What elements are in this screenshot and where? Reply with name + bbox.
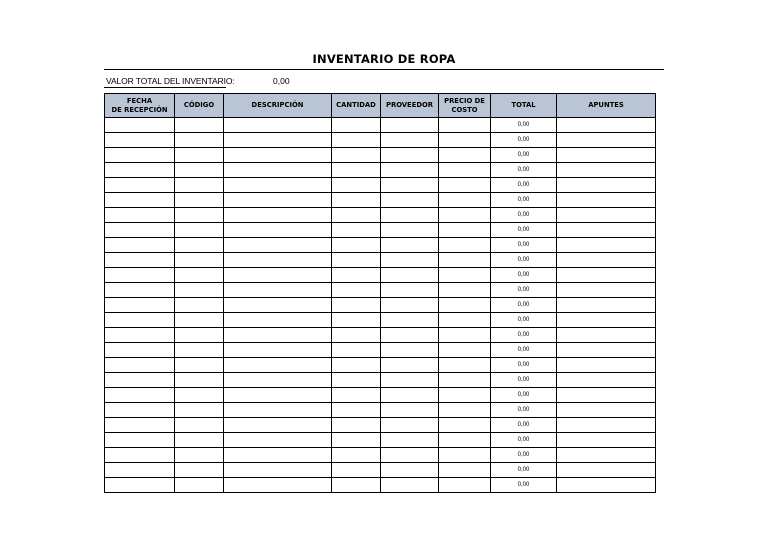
cell-cost-price[interactable] — [439, 343, 491, 358]
cell-cost-price[interactable] — [439, 238, 491, 253]
cell-reception-date[interactable] — [105, 343, 175, 358]
cell-code[interactable] — [175, 148, 224, 163]
cell-description[interactable] — [224, 373, 332, 388]
cell-notes[interactable] — [557, 478, 656, 493]
column-header-notes: APUNTES — [557, 94, 656, 118]
cell-reception-date[interactable] — [105, 478, 175, 493]
cell-notes[interactable] — [557, 433, 656, 448]
cell-description[interactable] — [224, 433, 332, 448]
cell-supplier[interactable] — [381, 253, 439, 268]
cell-notes[interactable] — [557, 448, 656, 463]
cell-supplier[interactable] — [381, 418, 439, 433]
cell-supplier[interactable] — [381, 163, 439, 178]
cell-quantity[interactable] — [332, 163, 381, 178]
table-row — [105, 208, 656, 223]
cell-supplier[interactable] — [381, 223, 439, 238]
table-row — [105, 193, 656, 208]
cell-description[interactable] — [224, 253, 332, 268]
cell-cost-price[interactable] — [439, 388, 491, 403]
cell-supplier[interactable] — [381, 388, 439, 403]
total-inventory-underline — [104, 87, 226, 88]
cell-code[interactable] — [175, 463, 224, 478]
table-row — [105, 163, 656, 178]
cell-cost-price[interactable] — [439, 358, 491, 373]
cell-quantity[interactable] — [332, 268, 381, 283]
column-header-code: CÓDIGO — [175, 94, 224, 118]
cell-supplier[interactable] — [381, 148, 439, 163]
cell-quantity[interactable] — [332, 253, 381, 268]
cell-code[interactable] — [175, 283, 224, 298]
cell-quantity[interactable] — [332, 358, 381, 373]
table-row — [105, 358, 656, 373]
cell-quantity[interactable] — [332, 418, 381, 433]
cell-quantity[interactable] — [332, 388, 381, 403]
cell-quantity[interactable] — [332, 313, 381, 328]
cell-description[interactable] — [224, 163, 332, 178]
cell-cost-price[interactable] — [439, 313, 491, 328]
cell-reception-date[interactable] — [105, 433, 175, 448]
cell-total[interactable]: 0,00 — [491, 283, 557, 298]
cell-reception-date[interactable] — [105, 403, 175, 418]
total-inventory-label: VALOR TOTAL DEL INVENTARIO: — [106, 76, 235, 86]
cell-quantity[interactable] — [332, 283, 381, 298]
cell-code[interactable] — [175, 253, 224, 268]
cell-notes[interactable] — [557, 343, 656, 358]
cell-total[interactable]: 0,00 — [491, 253, 557, 268]
cell-total[interactable]: 0,00 — [491, 313, 557, 328]
cell-code[interactable] — [175, 343, 224, 358]
total-inventory-value[interactable]: 0,00 — [273, 76, 290, 86]
cell-quantity[interactable] — [332, 373, 381, 388]
cell-code[interactable] — [175, 358, 224, 373]
cell-code[interactable] — [175, 268, 224, 283]
cell-supplier[interactable] — [381, 298, 439, 313]
cell-code[interactable] — [175, 433, 224, 448]
cell-description[interactable] — [224, 118, 332, 133]
column-header-quantity: CANTIDAD — [332, 94, 381, 118]
cell-description[interactable] — [224, 193, 332, 208]
cell-cost-price[interactable] — [439, 253, 491, 268]
inventory-table — [104, 93, 656, 493]
cell-total[interactable]: 0,00 — [491, 478, 557, 493]
cell-supplier[interactable] — [381, 268, 439, 283]
cell-cost-price[interactable] — [439, 163, 491, 178]
table-body — [105, 118, 656, 493]
cell-notes[interactable] — [557, 208, 656, 223]
cell-supplier[interactable] — [381, 208, 439, 223]
cell-cost-price[interactable] — [439, 193, 491, 208]
cell-description[interactable] — [224, 133, 332, 148]
cell-total[interactable]: 0,00 — [491, 208, 557, 223]
cell-total[interactable]: 0,00 — [491, 238, 557, 253]
cell-quantity[interactable] — [332, 433, 381, 448]
cell-total[interactable]: 0,00 — [491, 298, 557, 313]
cell-description[interactable] — [224, 208, 332, 223]
cell-code[interactable] — [175, 388, 224, 403]
cell-reception-date[interactable] — [105, 223, 175, 238]
cell-reception-date[interactable] — [105, 418, 175, 433]
table-row — [105, 418, 656, 433]
cell-notes[interactable] — [557, 268, 656, 283]
cell-notes[interactable] — [557, 388, 656, 403]
column-header-cost-price-line1: PRECIO DE — [444, 96, 485, 105]
cell-total[interactable]: 0,00 — [491, 193, 557, 208]
cell-cost-price[interactable] — [439, 478, 491, 493]
cell-reception-date[interactable] — [105, 253, 175, 268]
cell-quantity[interactable] — [332, 178, 381, 193]
cell-supplier[interactable] — [381, 448, 439, 463]
cell-notes[interactable] — [557, 238, 656, 253]
cell-cost-price[interactable] — [439, 463, 491, 478]
column-header-cost-price-line2: COSTO — [451, 105, 478, 114]
cell-cost-price[interactable] — [439, 283, 491, 298]
cell-description[interactable] — [224, 223, 332, 238]
cell-code[interactable] — [175, 298, 224, 313]
cell-reception-date[interactable] — [105, 358, 175, 373]
cell-notes[interactable] — [557, 328, 656, 343]
cell-quantity[interactable] — [332, 403, 381, 418]
cell-code[interactable] — [175, 238, 224, 253]
column-header-reception-date-line2: DE RECEPCIÓN — [111, 105, 168, 114]
table-row — [105, 283, 656, 298]
cell-cost-price[interactable] — [439, 433, 491, 448]
cell-supplier[interactable] — [381, 193, 439, 208]
table-row — [105, 343, 656, 358]
table-row — [105, 478, 656, 493]
cell-total[interactable]: 0,00 — [491, 418, 557, 433]
cell-cost-price[interactable] — [439, 328, 491, 343]
column-header-supplier: PROVEEDOR — [381, 94, 439, 118]
cell-quantity[interactable] — [332, 463, 381, 478]
column-header-reception-date — [105, 94, 175, 118]
cell-quantity[interactable] — [332, 238, 381, 253]
cell-total[interactable]: 0,00 — [491, 148, 557, 163]
table-row — [105, 328, 656, 343]
cell-description[interactable] — [224, 148, 332, 163]
cell-cost-price[interactable] — [439, 298, 491, 313]
cell-notes[interactable] — [557, 193, 656, 208]
cell-description[interactable] — [224, 448, 332, 463]
cell-supplier[interactable] — [381, 178, 439, 193]
cell-reception-date[interactable] — [105, 298, 175, 313]
cell-total[interactable]: 0,00 — [491, 433, 557, 448]
title-divider — [104, 69, 664, 70]
cell-code[interactable] — [175, 313, 224, 328]
cell-quantity[interactable] — [332, 133, 381, 148]
cell-description[interactable] — [224, 178, 332, 193]
table-row — [105, 388, 656, 403]
cell-reception-date[interactable] — [105, 268, 175, 283]
table-row — [105, 238, 656, 253]
cell-supplier[interactable] — [381, 373, 439, 388]
table-row — [105, 403, 656, 418]
table-row — [105, 448, 656, 463]
cell-cost-price[interactable] — [439, 133, 491, 148]
cell-quantity[interactable] — [332, 298, 381, 313]
cell-total[interactable]: 0,00 — [491, 373, 557, 388]
cell-notes[interactable] — [557, 118, 656, 133]
cell-description[interactable] — [224, 313, 332, 328]
cell-reception-date[interactable] — [105, 313, 175, 328]
cell-description[interactable] — [224, 298, 332, 313]
cell-notes[interactable] — [557, 163, 656, 178]
table-row — [105, 313, 656, 328]
cell-reception-date[interactable] — [105, 238, 175, 253]
cell-description[interactable] — [224, 403, 332, 418]
cell-description[interactable] — [224, 268, 332, 283]
cell-cost-price[interactable] — [439, 223, 491, 238]
cell-total[interactable]: 0,00 — [491, 343, 557, 358]
cell-code[interactable] — [175, 118, 224, 133]
cell-code[interactable] — [175, 208, 224, 223]
cell-code[interactable] — [175, 478, 224, 493]
cell-notes[interactable] — [557, 373, 656, 388]
cell-code[interactable] — [175, 193, 224, 208]
cell-quantity[interactable] — [332, 328, 381, 343]
cell-cost-price[interactable] — [439, 148, 491, 163]
cell-quantity[interactable] — [332, 148, 381, 163]
cell-notes[interactable] — [557, 223, 656, 238]
cell-cost-price[interactable] — [439, 118, 491, 133]
cell-total[interactable]: 0,00 — [491, 178, 557, 193]
cell-cost-price[interactable] — [439, 448, 491, 463]
cell-quantity[interactable] — [332, 118, 381, 133]
cell-description[interactable] — [224, 358, 332, 373]
cell-reception-date[interactable] — [105, 208, 175, 223]
cell-notes[interactable] — [557, 148, 656, 163]
cell-reception-date[interactable] — [105, 133, 175, 148]
column-header-description: DESCRIPCIÓN — [224, 94, 332, 118]
cell-total[interactable]: 0,00 — [491, 358, 557, 373]
table-header-row — [105, 94, 656, 118]
table-row — [105, 253, 656, 268]
cell-cost-price[interactable] — [439, 418, 491, 433]
cell-total[interactable]: 0,00 — [491, 403, 557, 418]
cell-quantity[interactable] — [332, 193, 381, 208]
cell-notes[interactable] — [557, 133, 656, 148]
cell-supplier[interactable] — [381, 238, 439, 253]
cell-total[interactable]: 0,00 — [491, 448, 557, 463]
cell-total[interactable]: 0,00 — [491, 163, 557, 178]
cell-cost-price[interactable] — [439, 208, 491, 223]
cell-supplier[interactable] — [381, 463, 439, 478]
cell-quantity[interactable] — [332, 343, 381, 358]
cell-reception-date[interactable] — [105, 178, 175, 193]
table-row — [105, 148, 656, 163]
cell-description[interactable] — [224, 478, 332, 493]
cell-code[interactable] — [175, 373, 224, 388]
cell-total[interactable]: 0,00 — [491, 388, 557, 403]
cell-notes[interactable] — [557, 358, 656, 373]
cell-supplier[interactable] — [381, 313, 439, 328]
table-row — [105, 373, 656, 388]
cell-notes[interactable] — [557, 463, 656, 478]
cell-reception-date[interactable] — [105, 328, 175, 343]
cell-total[interactable]: 0,00 — [491, 328, 557, 343]
cell-notes[interactable] — [557, 178, 656, 193]
cell-reception-date[interactable] — [105, 118, 175, 133]
cell-code[interactable] — [175, 223, 224, 238]
cell-cost-price[interactable] — [439, 403, 491, 418]
cell-total[interactable]: 0,00 — [491, 223, 557, 238]
cell-supplier[interactable] — [381, 433, 439, 448]
cell-notes[interactable] — [557, 418, 656, 433]
cell-reception-date[interactable] — [105, 463, 175, 478]
cell-description[interactable] — [224, 283, 332, 298]
cell-supplier[interactable] — [381, 343, 439, 358]
cell-description[interactable] — [224, 388, 332, 403]
column-header-reception-date-line1: FECHA — [126, 96, 153, 105]
cell-code[interactable] — [175, 133, 224, 148]
cell-reception-date[interactable] — [105, 388, 175, 403]
cell-total[interactable]: 0,00 — [491, 118, 557, 133]
cell-total[interactable]: 0,00 — [491, 268, 557, 283]
cell-supplier[interactable] — [381, 118, 439, 133]
cell-description[interactable] — [224, 343, 332, 358]
cell-supplier[interactable] — [381, 403, 439, 418]
cell-total[interactable]: 0,00 — [491, 463, 557, 478]
table-row — [105, 268, 656, 283]
table-row — [105, 178, 656, 193]
table-row — [105, 433, 656, 448]
cell-reception-date[interactable] — [105, 193, 175, 208]
column-header-cost-price — [439, 94, 491, 118]
page-title: INVENTARIO DE ROPA — [312, 52, 456, 66]
cell-quantity[interactable] — [332, 223, 381, 238]
cell-code[interactable] — [175, 178, 224, 193]
cell-supplier[interactable] — [381, 133, 439, 148]
table-row — [105, 298, 656, 313]
cell-quantity[interactable] — [332, 448, 381, 463]
cell-code[interactable] — [175, 163, 224, 178]
cell-notes[interactable] — [557, 298, 656, 313]
cell-description[interactable] — [224, 328, 332, 343]
column-header-total: TOTAL — [491, 94, 557, 118]
cell-description[interactable] — [224, 463, 332, 478]
cell-notes[interactable] — [557, 403, 656, 418]
cell-code[interactable] — [175, 403, 224, 418]
cell-cost-price[interactable] — [439, 178, 491, 193]
cell-notes[interactable] — [557, 283, 656, 298]
cell-quantity[interactable] — [332, 208, 381, 223]
cell-reception-date[interactable] — [105, 148, 175, 163]
cell-reception-date[interactable] — [105, 163, 175, 178]
cell-code[interactable] — [175, 448, 224, 463]
table-row — [105, 223, 656, 238]
cell-supplier[interactable] — [381, 358, 439, 373]
cell-total[interactable]: 0,00 — [491, 133, 557, 148]
cell-code[interactable] — [175, 418, 224, 433]
cell-notes[interactable] — [557, 313, 656, 328]
cell-quantity[interactable] — [332, 478, 381, 493]
cell-reception-date[interactable] — [105, 283, 175, 298]
cell-supplier[interactable] — [381, 328, 439, 343]
cell-reception-date[interactable] — [105, 448, 175, 463]
cell-cost-price[interactable] — [439, 268, 491, 283]
cell-supplier[interactable] — [381, 283, 439, 298]
cell-supplier[interactable] — [381, 478, 439, 493]
table-row — [105, 463, 656, 478]
table-row — [105, 133, 656, 148]
cell-code[interactable] — [175, 328, 224, 343]
cell-description[interactable] — [224, 418, 332, 433]
cell-notes[interactable] — [557, 253, 656, 268]
table-row — [105, 118, 656, 133]
cell-description[interactable] — [224, 238, 332, 253]
cell-reception-date[interactable] — [105, 373, 175, 388]
cell-cost-price[interactable] — [439, 373, 491, 388]
